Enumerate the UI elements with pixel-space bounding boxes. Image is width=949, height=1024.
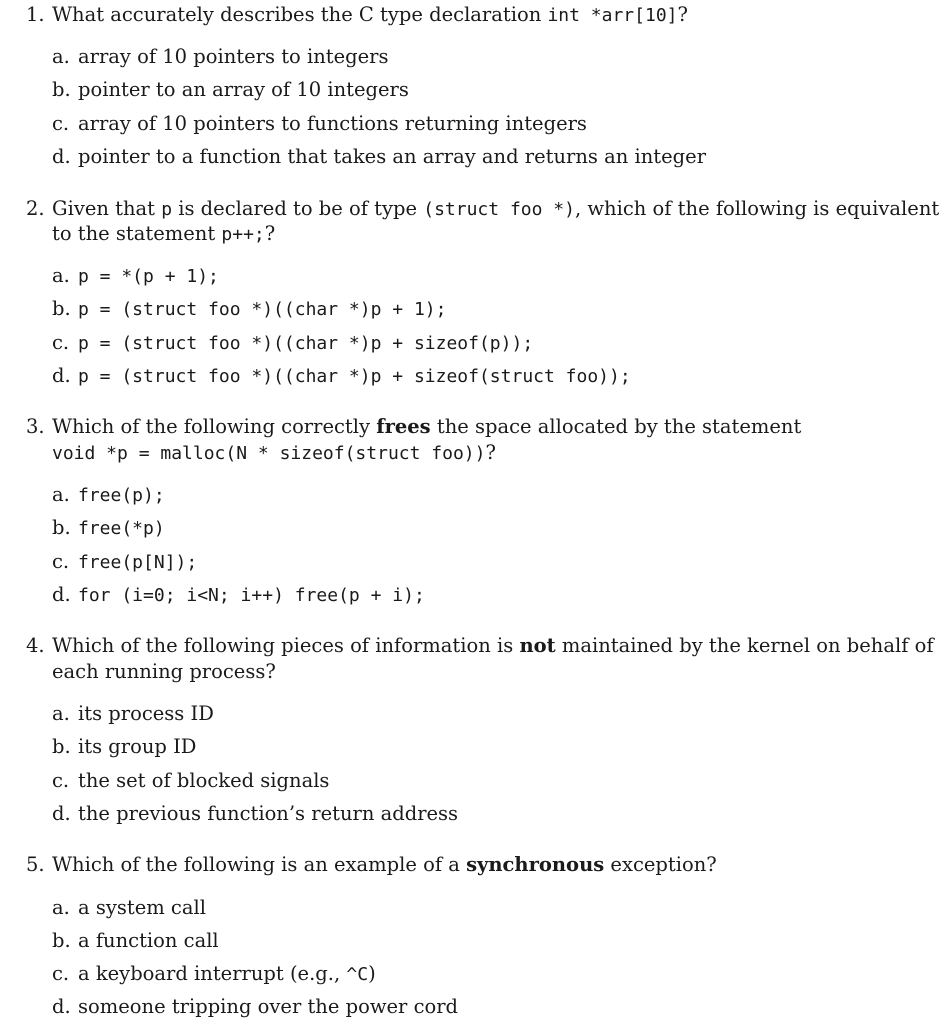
question-4-bold: not [519,634,556,657]
option-letter: c. [52,331,70,354]
question-2-option-b [52,297,446,322]
question-2-stem [26,197,939,222]
question-2-stem-cont [52,222,275,247]
question-2-option-c [52,331,533,356]
option-letter: a. [52,45,70,68]
question-4-text: Which of the following pieces of information is [52,634,520,657]
question-3-option-b [52,516,165,541]
question-3-bold: frees [376,415,431,438]
question-3-stem-cont [52,441,496,466]
option-letter: b. [52,929,71,952]
option-letter: d. [52,364,71,387]
question-5-bold: synchronous [466,853,605,876]
option-code: free(p[N]); [78,552,198,573]
option-text: array of 10 pointers to integers [78,45,389,68]
option-letter: d. [52,583,71,606]
option-text: a keyboard interrupt (e.g., [78,962,347,985]
question-4-stem-cont [52,660,276,684]
question-2-text: Given that [52,197,162,220]
option-letter: a. [52,264,70,287]
option-letter: b. [52,516,71,539]
option-letter: b. [52,297,71,320]
question-3-option-a [52,483,165,508]
option-letter: c. [52,550,70,573]
question-4-text: maintained by the kernel on behalf of [555,634,934,657]
question-2-code: (struct foo *) [423,199,575,220]
option-letter: b. [52,78,71,101]
question-5-option-a [52,896,206,920]
question-1-option-b [52,78,409,102]
question-2-text: , which of the following is equivalent [574,197,940,220]
option-code: p = *(p + 1); [78,266,219,287]
option-letter: d. [52,145,71,168]
option-letter: d. [52,995,71,1018]
question-2-code: p++; [221,224,265,245]
option-code: p = (struct foo *)((char *)p + sizeof(p)); [78,333,534,354]
question-5-option-b [52,929,219,953]
option-letter: a. [52,483,70,506]
option-text: someone tripping over the power cord [78,995,459,1018]
question-3-text: the space allocated by the statement [430,415,802,438]
question-5-option-c [52,962,376,987]
option-text: the previous function’s return address [78,802,459,825]
option-letter: c. [52,112,70,135]
question-2-number: 2. [26,197,45,220]
option-text: the set of blocked signals [78,769,330,792]
question-3-punct: ? [485,441,496,464]
option-letter: c. [52,769,70,792]
question-2-option-a [52,264,219,289]
option-text: a function call [78,929,219,952]
question-1-code: int *arr[10] [547,5,678,26]
question-4-stem [26,634,934,658]
question-1-text: What accurately describes the C type declaration [52,3,548,26]
option-code: free(*p) [78,518,165,539]
option-text: its group ID [78,735,197,758]
option-letter: b. [52,735,71,758]
option-code: free(p); [78,485,165,506]
question-5-text: exception? [604,853,717,876]
question-4-option-c [52,769,329,793]
option-letter: a. [52,896,70,919]
question-5-number: 5. [26,853,45,876]
question-3-option-d [52,583,425,608]
question-2-punct: ? [264,222,276,245]
question-2-text: to the statement [52,222,222,245]
option-text: a system call [78,896,206,919]
option-text: its process ID [78,702,214,725]
option-letter: d. [52,802,71,825]
question-5-option-d [52,995,458,1019]
question-1-option-c [52,112,587,136]
question-3-option-c [52,550,197,575]
option-letter: a. [52,702,70,725]
question-1-punct: ? [677,3,688,26]
option-text: pointer to a function that takes an array and returns an integer [78,145,707,168]
question-4-number: 4. [26,634,45,657]
question-3-text: Which of the following correctly [52,415,377,438]
option-letter: c. [52,962,70,985]
option-code: p = (struct foo *)((char *)p + 1); [78,299,447,320]
question-1-number: 1. [26,3,45,26]
question-4-option-a [52,702,214,726]
question-2-option-d [52,364,631,389]
option-text: pointer to an array of 10 integers [78,78,409,101]
question-1-option-d [52,145,706,169]
question-3-code: void *p = malloc(N * sizeof(struct foo)) [52,443,486,464]
question-1-option-a [52,45,389,69]
question-2-code: p [161,199,173,220]
option-code: ^C [346,964,369,985]
option-code: for (i=0; i<N; i++) free(p + i); [78,585,425,606]
option-text: array of 10 pointers to functions returning integers [78,112,587,135]
question-4-option-d [52,802,458,826]
option-text: ) [368,962,376,985]
question-2-text: is declared to be of type [172,197,424,220]
question-5-text: Which of the following is an example of a [52,853,467,876]
question-1-stem [26,3,688,28]
question-3-number: 3. [26,415,45,438]
option-code: p = (struct foo *)((char *)p + sizeof(struct foo)); [78,366,631,387]
question-4-option-b [52,735,196,759]
question-3-stem [26,415,801,439]
question-5-stem [26,853,717,877]
question-4-text: each running process? [52,660,276,683]
